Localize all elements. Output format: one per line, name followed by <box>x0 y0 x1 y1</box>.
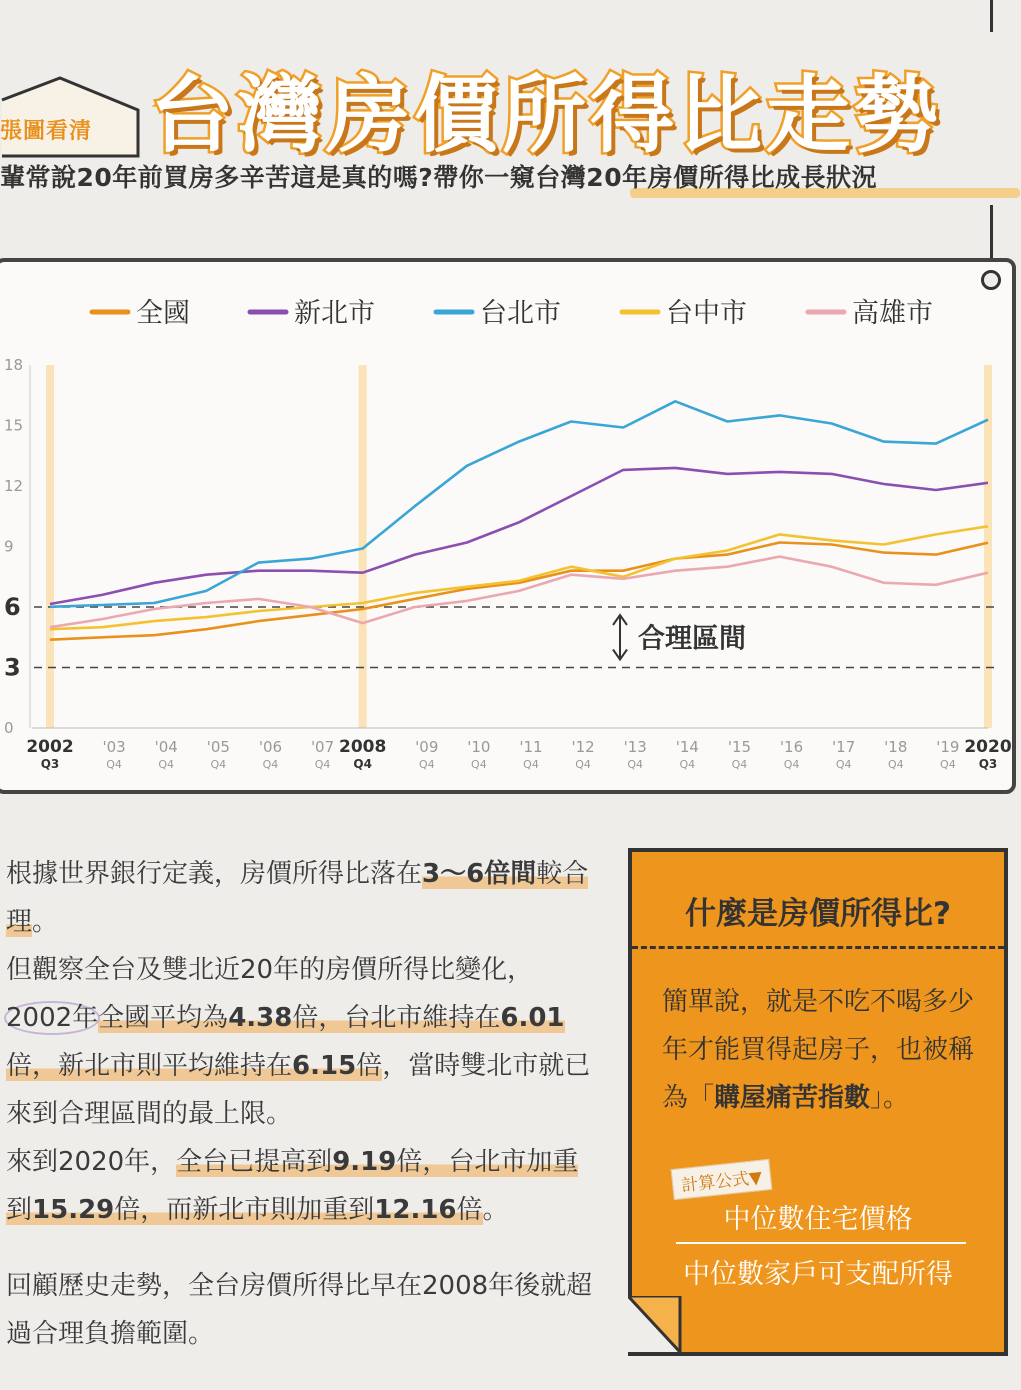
text-segment: 」。 <box>870 1083 910 1113</box>
x-tick-label: '17 <box>832 738 856 756</box>
text-segment: 全國平均為 <box>98 1003 229 1033</box>
card-divider <box>632 946 1004 949</box>
text-circled-year: 2002年 <box>6 1003 99 1033</box>
decor-dot <box>981 270 1001 290</box>
y-tick-label: 6 <box>4 593 21 621</box>
text-emphasis: 購屋痛苦指數 <box>714 1083 871 1113</box>
legend-label: 台北市 <box>480 298 561 329</box>
x-tick-label: '16 <box>779 738 804 756</box>
x-tick-sublabel: Q4 <box>679 758 696 771</box>
text-segment: 倍，新北市則平均維持在 <box>6 1051 293 1081</box>
legend-label: 全國 <box>136 298 190 329</box>
text-segment: 全台已提高到 <box>176 1147 333 1177</box>
x-tick-sublabel: Q4 <box>835 758 852 771</box>
page-fold-icon <box>628 1296 688 1356</box>
x-tick-sublabel: Q4 <box>940 758 956 771</box>
highlight-band <box>984 365 992 728</box>
value-national-2002: 4.38 <box>228 1003 293 1033</box>
x-tick-sublabel: Q4 <box>262 758 279 771</box>
x-tick-label: '03 <box>102 738 126 756</box>
text-segment: 倍，而新北市則加重到 <box>114 1195 375 1225</box>
fraction-bar <box>676 1242 966 1244</box>
formula-tag: 計算公式▼ <box>671 1159 773 1200</box>
x-tick-label: '14 <box>675 738 699 756</box>
line-chart <box>0 258 1021 798</box>
x-tick-sublabel: Q4 <box>887 758 904 771</box>
x-tick-label: '06 <box>258 738 283 756</box>
value-national-2020: 9.19 <box>332 1147 397 1177</box>
x-tick-label: '07 <box>310 738 335 756</box>
text-segment: 。 <box>482 1195 509 1225</box>
definition-card <box>628 848 1008 1356</box>
text-emphasis: 3～6倍間 <box>422 859 537 889</box>
x-tick-sublabel: Q4 <box>627 758 644 771</box>
x-tick-label: '15 <box>727 738 752 756</box>
x-tick-sublabel: Q4 <box>314 758 331 771</box>
text-segment: 簡單說，就是不吃不喝多少年才能買得起房子，也被稱為「 <box>662 987 975 1113</box>
page-subtitle: 輩常說20年前買房多辛苦這是真的嗎?帶你一窺台灣20年房價所得比成長狀況 <box>0 163 878 192</box>
x-tick-sublabel: Q3 <box>40 757 60 771</box>
paragraph-definition <box>6 850 606 946</box>
x-tick-sublabel: Q4 <box>731 758 748 771</box>
card-body <box>662 978 992 1122</box>
value-newtaipei-2020: 12.16 <box>374 1195 457 1225</box>
band-label: 合理區間 <box>638 623 746 655</box>
text-segment: 來到2020年， <box>6 1147 177 1177</box>
x-tick-sublabel: Q4 <box>210 758 227 771</box>
x-tick-label: '19 <box>936 738 960 756</box>
x-tick-sublabel: Q4 <box>353 757 372 771</box>
y-tick-label: 0 <box>4 719 14 737</box>
formula-denominator: 中位數家戶可支配所得 <box>683 1259 953 1290</box>
x-tick-sublabel: Q4 <box>783 758 800 771</box>
x-tick-label: '12 <box>571 738 595 756</box>
text-segment: 倍 <box>356 1051 383 1081</box>
x-tick-label: 2002 <box>26 737 74 757</box>
legend-label: 高雄市 <box>852 298 933 329</box>
y-tick-label: 12 <box>4 477 24 495</box>
x-tick-label: '13 <box>623 738 647 756</box>
series-line-高雄市 <box>50 557 988 628</box>
y-tick-label: 15 <box>4 416 24 435</box>
x-tick-sublabel: Q4 <box>471 758 487 771</box>
header-badge: 張圖看清 <box>0 119 93 144</box>
y-tick-label: 9 <box>4 537 14 556</box>
text-segment: 但觀察全台及雙北近20年的房價所得比變化， <box>6 955 534 985</box>
x-tick-label: 2020 <box>964 737 1012 757</box>
text-segment: 倍 <box>456 1195 483 1225</box>
x-tick-sublabel: Q4 <box>523 758 539 771</box>
x-tick-label: '09 <box>415 738 439 756</box>
value-newtaipei-2002: 6.15 <box>292 1051 357 1081</box>
x-tick-label: '05 <box>206 738 230 756</box>
text-segment: 較合理 <box>6 859 589 937</box>
paragraph-2020 <box>6 1138 596 1234</box>
text-segment: 倍，台北市維持在 <box>292 1003 501 1033</box>
legend-label: 台中市 <box>666 298 747 329</box>
x-tick-label: '10 <box>467 738 491 756</box>
x-tick-label: '18 <box>884 738 908 756</box>
legend-label: 新北市 <box>294 298 375 329</box>
x-tick-sublabel: Q4 <box>575 758 591 771</box>
highlight-band <box>46 365 54 728</box>
x-tick-label: 2008 <box>339 737 387 757</box>
text-segment: ，當時雙北市就已來到合理區間的最上限。 <box>6 1051 591 1129</box>
text-segment: 。 <box>32 907 59 937</box>
x-tick-label: '04 <box>154 738 178 756</box>
house-icon <box>0 60 150 160</box>
paragraph-2002 <box>6 946 596 1138</box>
x-tick-sublabel: Q4 <box>106 758 122 771</box>
card-title: 什麼是房價所得比? <box>685 896 951 932</box>
x-tick-sublabel: Q4 <box>418 758 435 771</box>
x-tick-label: '11 <box>519 738 543 756</box>
formula-numerator: 中位數住宅價格 <box>723 1204 913 1235</box>
x-tick-sublabel: Q3 <box>978 757 998 771</box>
decor-line-top <box>990 0 993 32</box>
text-segment: 倍，台北市加重到 <box>6 1147 579 1225</box>
y-tick-label: 3 <box>4 653 21 682</box>
x-tick-sublabel: Q4 <box>158 758 175 771</box>
y-tick-label: 18 <box>4 356 24 374</box>
value-taipei-2020: 15.29 <box>32 1195 115 1225</box>
value-taipei-2002: 6.01 <box>500 1003 565 1033</box>
page-title: 台灣房價所得比走勢 <box>150 66 943 164</box>
text-segment: 根據世界銀行定義，房價所得比落在 <box>6 859 423 889</box>
paragraph-history: 回顧歷史走勢，全台房價所得比早在2008年後就超過合理負擔範圍。 <box>6 1271 593 1349</box>
